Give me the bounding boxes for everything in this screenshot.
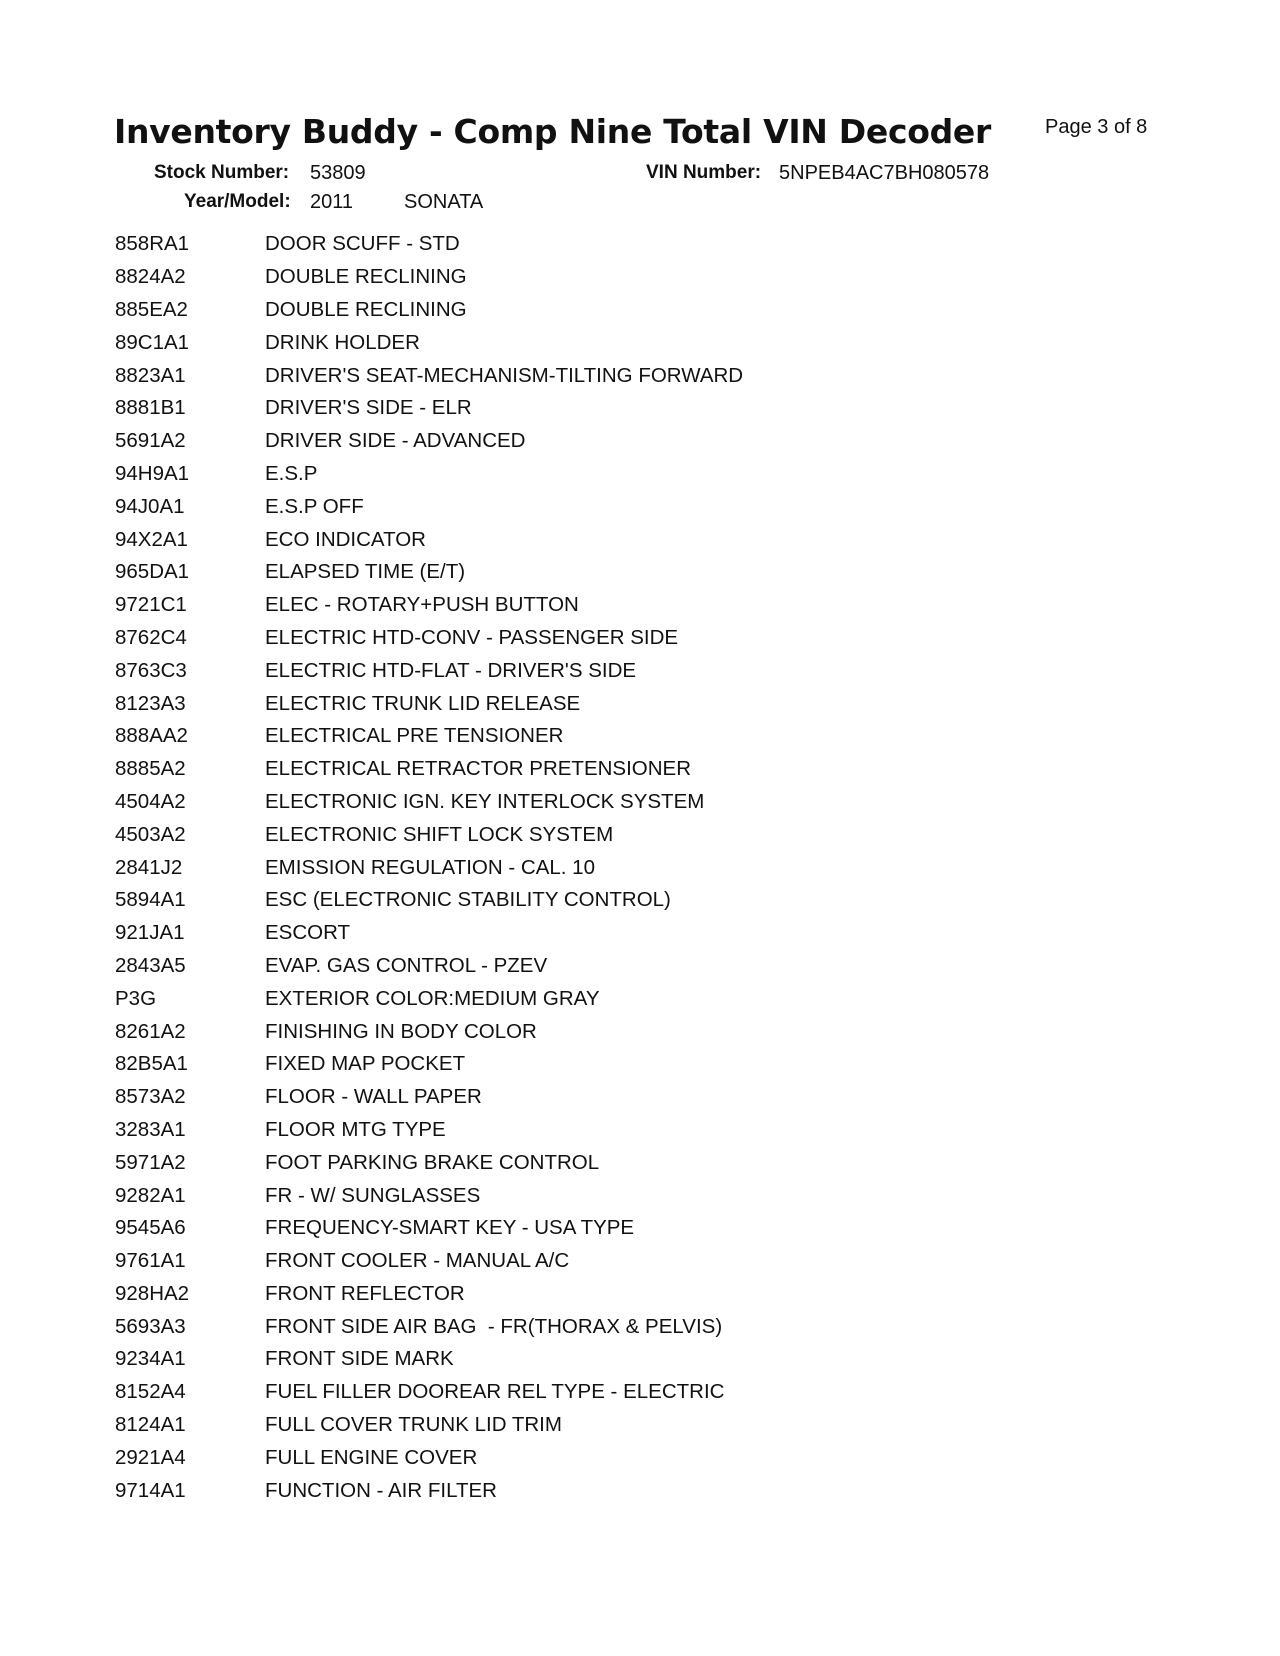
option-code: 2843A5 (115, 953, 186, 977)
list-item (115, 1015, 1115, 1048)
list-item (115, 1474, 1115, 1507)
list-item (115, 490, 1115, 523)
option-description: DOOR SCUFF - STD (265, 232, 460, 256)
option-description: FREQUENCY-SMART KEY - USA TYPE (265, 1216, 635, 1240)
list-item (115, 1409, 1115, 1442)
list-item (115, 1245, 1115, 1278)
list-item (115, 622, 1115, 655)
option-description: FUEL FILLER DOOREAR REL TYPE - ELECTRIC (265, 1380, 725, 1404)
option-description: E.S.P (265, 461, 318, 485)
list-item (115, 392, 1115, 425)
option-description: FRONT SIDE MARK (265, 1347, 454, 1371)
list-item (115, 982, 1115, 1015)
vin-number-value: 5NPEB4AC7BH080578 (779, 162, 990, 184)
option-description: EXTERIOR COLOR:MEDIUM GRAY (265, 986, 600, 1010)
stock-number-value: 53809 (310, 162, 366, 184)
option-description: FR - W/ SUNGLASSES (265, 1183, 481, 1207)
year-value: 2011 (310, 191, 354, 213)
option-code: 5691A2 (115, 429, 186, 453)
option-description: ESCORT (265, 921, 351, 945)
list-item (115, 884, 1115, 917)
vin-number-label: VIN Number: (646, 162, 762, 183)
option-description: DRINK HOLDER (265, 330, 420, 354)
list-item (115, 720, 1115, 753)
option-description: ELECTRIC HTD-FLAT - DRIVER'S SIDE (265, 658, 637, 682)
option-description: FLOOR MTG TYPE (265, 1117, 446, 1141)
list-item (115, 1114, 1115, 1147)
option-code: 8885A2 (115, 757, 186, 781)
option-code: 885EA2 (115, 297, 188, 321)
option-description: FIXED MAP POCKET (265, 1052, 466, 1076)
list-item (115, 1179, 1115, 1212)
option-code: 921JA1 (115, 921, 185, 945)
option-code: 8824A2 (115, 265, 186, 289)
list-item (115, 1048, 1115, 1081)
list-item (115, 753, 1115, 786)
option-code: 9545A6 (115, 1216, 186, 1240)
option-description: ELECTRONIC SHIFT LOCK SYSTEM (265, 822, 614, 846)
option-description: FRONT REFLECTOR (265, 1281, 465, 1305)
option-code: P3G (115, 986, 157, 1010)
option-code: 8762C4 (115, 625, 187, 649)
list-item (115, 654, 1115, 687)
list-item (115, 1310, 1115, 1343)
list-item (115, 326, 1115, 359)
list-item (115, 458, 1115, 491)
list-item (115, 556, 1115, 589)
stock-number-label: Stock Number: (154, 162, 290, 183)
option-code: 8124A1 (115, 1413, 186, 1437)
option-code: 94X2A1 (115, 527, 188, 551)
option-code: 888AA2 (115, 724, 188, 748)
option-description: ELEC - ROTARY+PUSH BUTTON (265, 593, 579, 617)
option-description: E.S.P OFF (265, 494, 364, 518)
page-indicator: Page 3 of 8 (1045, 116, 1148, 138)
option-description: EVAP. GAS CONTROL - PZEV (265, 953, 548, 977)
option-code: 8881B1 (115, 396, 186, 420)
list-item (115, 687, 1115, 720)
list-item (115, 1146, 1115, 1179)
list-item (115, 786, 1115, 819)
option-description: FULL ENGINE COVER (265, 1445, 478, 1469)
option-description: EMISSION REGULATION - CAL. 10 (265, 855, 595, 879)
option-description: FUNCTION - AIR FILTER (265, 1478, 497, 1502)
list-item (115, 1441, 1115, 1474)
option-code: 9721C1 (115, 593, 187, 617)
list-item (115, 917, 1115, 950)
option-description: ELECTRIC HTD-CONV - PASSENGER SIDE (265, 625, 679, 649)
option-code: 3283A1 (115, 1117, 186, 1141)
list-item (115, 589, 1115, 622)
option-code: 4503A2 (115, 822, 186, 846)
list-item (115, 851, 1115, 884)
option-description: FULL COVER TRUNK LID TRIM (265, 1413, 562, 1437)
list-item (115, 950, 1115, 983)
option-description: DOUBLE RECLINING (265, 297, 467, 321)
list-item (115, 359, 1115, 392)
option-description: ELECTRONIC IGN. KEY INTERLOCK SYSTEM (265, 789, 705, 813)
option-code: 5894A1 (115, 888, 186, 912)
option-code: 858RA1 (115, 232, 190, 256)
option-code: 2841J2 (115, 855, 183, 879)
list-item (115, 1278, 1115, 1311)
option-code: 928HA2 (115, 1281, 190, 1305)
option-description: FRONT SIDE AIR BAG - FR(THORAX & PELVIS) (265, 1314, 723, 1338)
option-description: ESC (ELECTRONIC STABILITY CONTROL) (265, 888, 671, 912)
option-description: FRONT COOLER - MANUAL A/C (265, 1249, 570, 1273)
option-description: FINISHING IN BODY COLOR (265, 1019, 537, 1043)
option-code: 5971A2 (115, 1150, 186, 1174)
option-code: 9234A1 (115, 1347, 186, 1371)
option-description: DRIVER'S SEAT-MECHANISM-TILTING FORWARD (265, 363, 744, 387)
option-description: FOOT PARKING BRAKE CONTROL (265, 1150, 600, 1174)
model-value: SONATA (404, 191, 484, 213)
list-item (115, 228, 1115, 261)
list-item (115, 294, 1115, 327)
list-item (115, 425, 1115, 458)
list-item (115, 261, 1115, 294)
list-item (115, 1376, 1115, 1409)
option-code: 5693A3 (115, 1314, 186, 1338)
option-code: 4504A2 (115, 789, 186, 813)
option-description: DRIVER SIDE - ADVANCED (265, 429, 526, 453)
option-code: 94J0A1 (115, 494, 185, 518)
option-description: ELECTRIC TRUNK LID RELEASE (265, 691, 581, 715)
option-code: 8152A4 (115, 1380, 186, 1404)
option-code: 9714A1 (115, 1478, 186, 1502)
option-code: 8763C3 (115, 658, 187, 682)
option-code-list (115, 228, 1115, 1507)
page-title: Inventory Buddy - Comp Nine Total VIN Decoder (114, 112, 991, 151)
option-description: DOUBLE RECLINING (265, 265, 467, 289)
option-code: 94H9A1 (115, 461, 190, 485)
list-item (115, 523, 1115, 556)
option-code: 8261A2 (115, 1019, 186, 1043)
list-item (115, 1081, 1115, 1114)
option-code: 8823A1 (115, 363, 186, 387)
list-item (115, 1212, 1115, 1245)
option-code: 965DA1 (115, 560, 190, 584)
option-description: ELECTRICAL RETRACTOR PRETENSIONER (265, 757, 692, 781)
option-code: 9282A1 (115, 1183, 186, 1207)
option-code: 2921A4 (115, 1445, 186, 1469)
option-code: 8123A3 (115, 691, 186, 715)
option-description: ELAPSED TIME (E/T) (265, 560, 466, 584)
option-description: ECO INDICATOR (265, 527, 426, 551)
option-description: FLOOR - WALL PAPER (265, 1085, 482, 1109)
option-code: 8573A2 (115, 1085, 186, 1109)
option-code: 9761A1 (115, 1249, 186, 1273)
option-description: DRIVER'S SIDE - ELR (265, 396, 472, 420)
option-code: 82B5A1 (115, 1052, 188, 1076)
year-model-label: Year/Model: (184, 191, 291, 212)
list-item (115, 818, 1115, 851)
list-item (115, 1343, 1115, 1376)
option-code: 89C1A1 (115, 330, 190, 354)
option-description: ELECTRICAL PRE TENSIONER (265, 724, 564, 748)
